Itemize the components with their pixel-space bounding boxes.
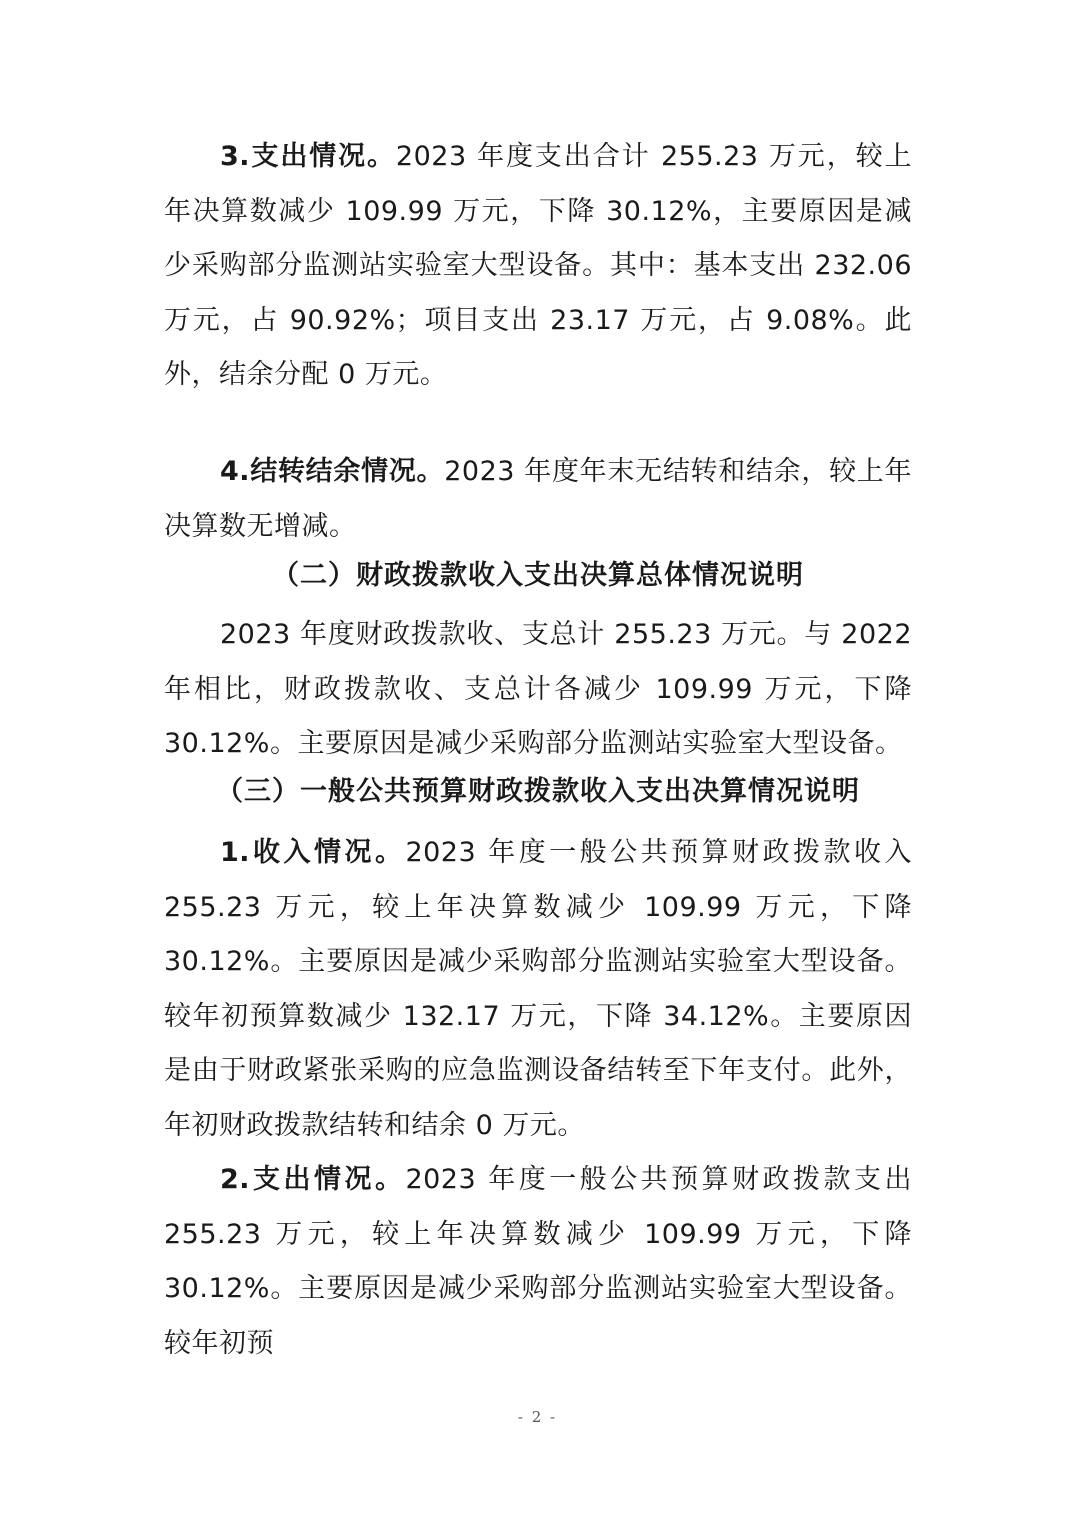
paragraph-fiscal-overview xyxy=(164,608,912,772)
paragraph-income xyxy=(164,826,912,1153)
paragraph-expenditure xyxy=(164,130,912,403)
paragraph-body: 2023 年度一般公共预算财政拨款收入 255.23 万元，较上年决算数减少 109.99 万元，下降 30.12%。主要原因是减少采购部分监测站实验室大型设备。较年初预算数减少 132.17 万元，下降 34.12%。主要原因是由于财政紧张采购的应急监测设备结转至下年支付。此外，年初财政拨款结转和结余 0 万元。 xyxy=(164,837,913,1141)
paragraph-general-expenditure xyxy=(164,1153,912,1371)
paragraph-lead: 3.支出情况。 xyxy=(220,141,396,172)
paragraph-body: 2023 年度一般公共预算财政拨款支出 255.23 万元，较上年决算数减少 109.99 万元，下降 30.12%。主要原因是减少采购部分监测站实验室大型设备。较年初预 xyxy=(164,1164,913,1359)
paragraph-body: 2023 年度年末无结转和结余，较上年决算数无增减。 xyxy=(164,456,913,542)
paragraph-lead: 1.收入情况。 xyxy=(220,837,406,868)
paragraph-body: 2023 年度支出合计 255.23 万元，较上年决算数减少 109.99 万元，下降 30.12%，主要原因是减少采购部分监测站实验室大型设备。其中：基本支出 232.06 万元，占 90.92%；项目支出 23.17 万元，占 9.08%。此外，结余分配 0 万元。 xyxy=(164,141,912,390)
page-number: - 2 - xyxy=(517,1408,558,1426)
paragraph-lead: 4.结转结余情况。 xyxy=(220,456,445,487)
section-heading-2: （二）财政拨款收入支出决算总体情况说明 xyxy=(272,560,804,591)
paragraph-lead: 2.支出情况。 xyxy=(220,1164,406,1195)
paragraph-body: 2023 年度财政拨款收、支总计 255.23 万元。与 2022 年相比，财政拨款收、支总计各减少 109.99 万元，下降 30.12%。主要原因是减少采购部分监测站实验室大型设备。 xyxy=(164,619,912,759)
paragraph-carryover xyxy=(164,445,912,554)
section-heading-3: （三）一般公共预算财政拨款收入支出决算情况说明 xyxy=(216,776,860,807)
